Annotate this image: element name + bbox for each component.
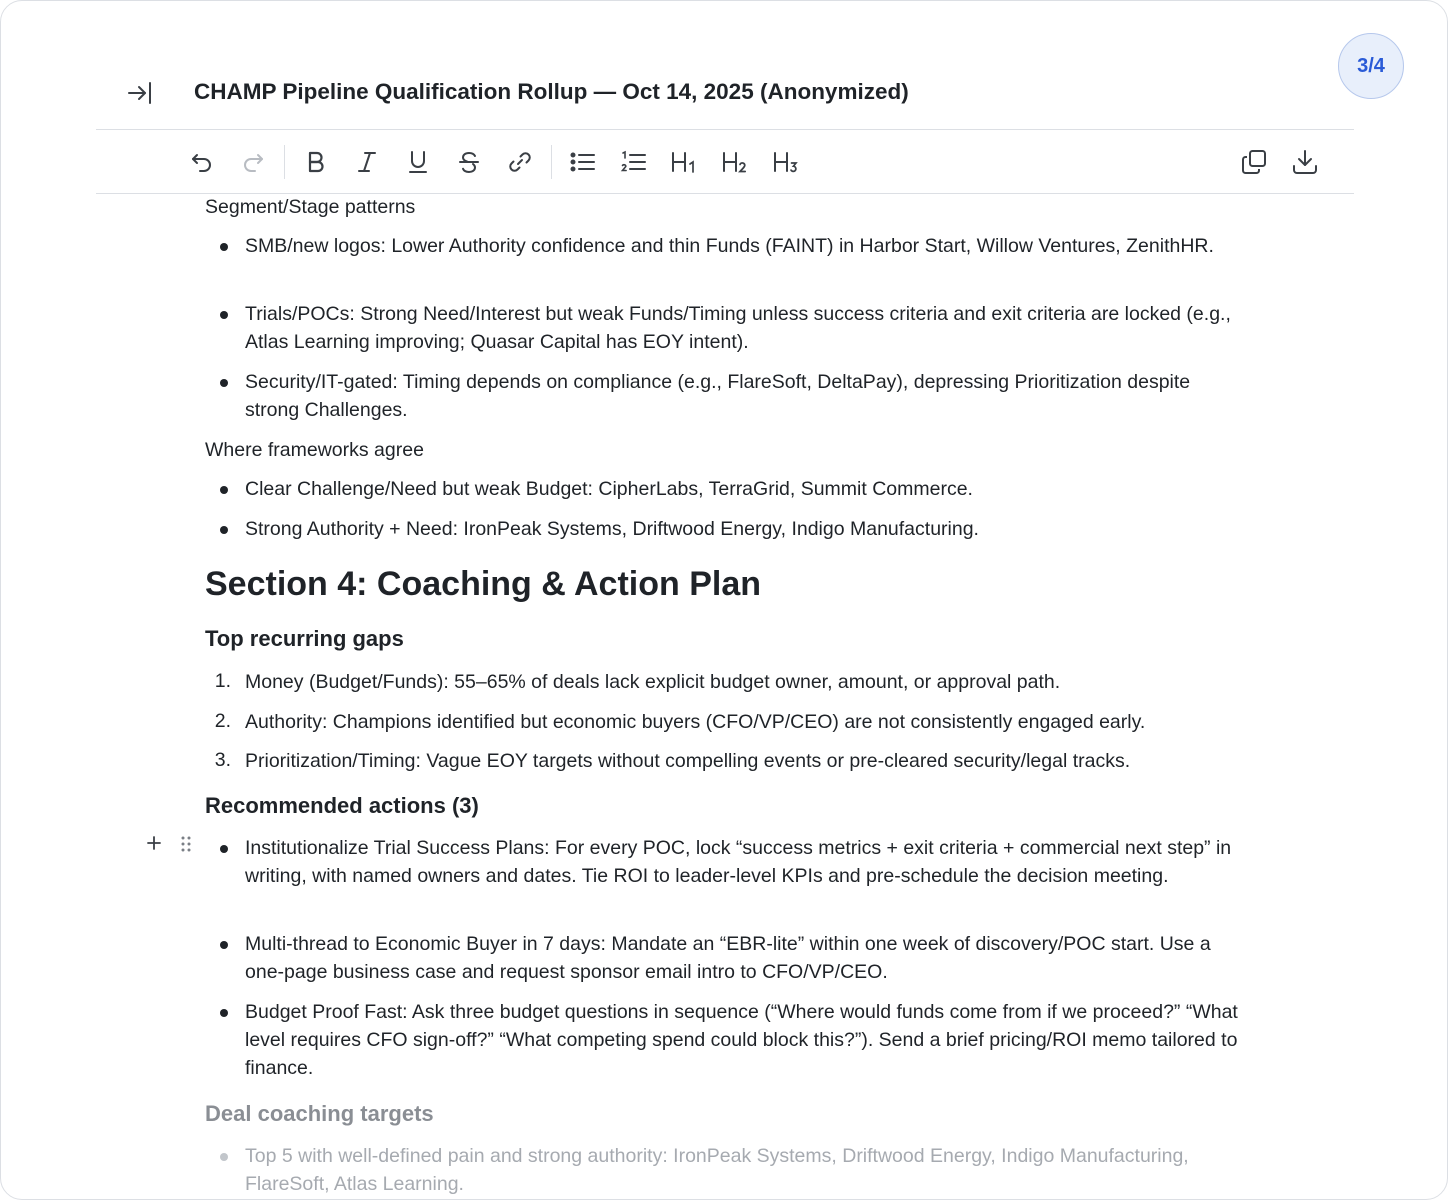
- list-number: 3.: [214, 749, 231, 771]
- download-icon[interactable]: [1287, 144, 1323, 180]
- paragraph-segment-patterns: Segment/Stage patterns: [205, 196, 416, 218]
- bullet-dot: [220, 311, 228, 319]
- bullet-dot: [220, 526, 228, 534]
- bullet-dot: [220, 243, 228, 251]
- collapse-panel-icon[interactable]: [124, 77, 156, 109]
- section-heading: Section 4: Coaching & Action Plan: [205, 565, 762, 603]
- subheading-recommended-actions: Recommended actions (3): [205, 793, 479, 818]
- list-item-text: Budget Proof Fast: Ask three budget questions in sequence (“Where would funds come from if we proceed?” “What level requires CFO sign-off?” “What competing spend could block this?”). Send a brief pricing/ROI memo tailored to finance.: [245, 1001, 1238, 1079]
- list-item-text: Clear Challenge/Need but weak Budget: CipherLabs, TerraGrid, Summit Commerce.: [245, 478, 973, 500]
- list-number: 2.: [214, 710, 231, 732]
- bullet-dot: [220, 486, 228, 494]
- underline-icon[interactable]: [400, 144, 436, 180]
- formatting-toolbar: [96, 130, 1354, 193]
- list-item-text: SMB/new logos: Lower Authority confidence and thin Funds (FAINT) in Harbor Start, Willow Ventures, ZenithHR.: [245, 235, 1214, 257]
- link-icon[interactable]: [502, 144, 538, 180]
- block-handles: [141, 831, 201, 857]
- subheading-recurring-gaps: Top recurring gaps: [205, 626, 404, 651]
- bullet-dot: [220, 845, 228, 853]
- page-indicator-badge[interactable]: 3/4: [1338, 33, 1404, 99]
- document-title: CHAMP Pipeline Qualification Rollup — Oct 14, 2025 (Anonymized): [194, 79, 909, 104]
- bullet-dot: [220, 379, 228, 387]
- document-header: [96, 61, 1354, 129]
- italic-icon[interactable]: [349, 144, 385, 180]
- list-item-text: Prioritization/Timing: Vague EOY targets without compelling events or pre-cleared security/legal tracks.: [245, 750, 1131, 772]
- bullet-dot: [220, 1009, 228, 1017]
- paragraph-frameworks-agree: Where frameworks agree: [205, 439, 424, 461]
- redo-icon[interactable]: [235, 144, 271, 180]
- bullet-dot: [220, 1153, 228, 1161]
- subheading-deal-targets: Deal coaching targets: [205, 1101, 434, 1126]
- list-item-text: Authority: Champions identified but economic buyers (CFO/VP/CEO) are not consistently engaged early.: [245, 711, 1146, 733]
- list-item-text: Trials/POCs: Strong Need/Interest but weak Funds/Timing unless success criteria and exit criteria are locked (e.g., Atlas Learning improving; Quasar Capital has EOY intent).: [245, 303, 1231, 353]
- bold-icon[interactable]: [298, 144, 334, 180]
- copy-icon[interactable]: [1236, 144, 1272, 180]
- heading-1-icon[interactable]: [667, 144, 703, 180]
- add-block-icon[interactable]: [143, 831, 165, 855]
- heading-3-icon[interactable]: [769, 144, 805, 180]
- list-item-text: Institutionalize Trial Success Plans: For every POC, lock “success metrics + exit criteria + commercial next step” in writing, with named owners and dates. Tie ROI to leader-level KPIs and pre-schedule the decision meeting.: [245, 837, 1232, 887]
- drag-handle-icon[interactable]: [179, 833, 193, 855]
- list-item-text: Security/IT-gated: Timing depends on compliance (e.g., FlareSoft, DeltaPay), depressing Prioritization despite strong Challenges.: [245, 371, 1191, 421]
- strikethrough-icon[interactable]: [451, 144, 487, 180]
- toolbar-separator: [551, 145, 552, 179]
- toolbar-separator: [284, 145, 285, 179]
- document-body[interactable]: [205, 194, 1265, 1200]
- bullet-list-icon[interactable]: [565, 144, 601, 180]
- bullet-dot: [220, 941, 228, 949]
- undo-icon[interactable]: [184, 144, 220, 180]
- list-number: 1.: [214, 670, 231, 692]
- list-item-text: Money (Budget/Funds): 55–65% of deals lack explicit budget owner, amount, or approval path.: [245, 671, 1061, 693]
- numbered-list-icon[interactable]: [616, 144, 652, 180]
- list-item-text: Top 5 with well-defined pain and strong authority: IronPeak Systems, Driftwood Energy, Indigo Manufacturing, FlareSoft, Atlas Learning.: [245, 1145, 1189, 1195]
- heading-2-icon[interactable]: [718, 144, 754, 180]
- list-item-text: Multi-thread to Economic Buyer in 7 days: Mandate an “EBR-lite” within one week of discovery/POC start. Use a one-page business case and request sponsor email intro to CFO/VP/CEO.: [245, 933, 1211, 983]
- list-item-text: Strong Authority + Need: IronPeak Systems, Driftwood Energy, Indigo Manufacturing.: [245, 518, 979, 540]
